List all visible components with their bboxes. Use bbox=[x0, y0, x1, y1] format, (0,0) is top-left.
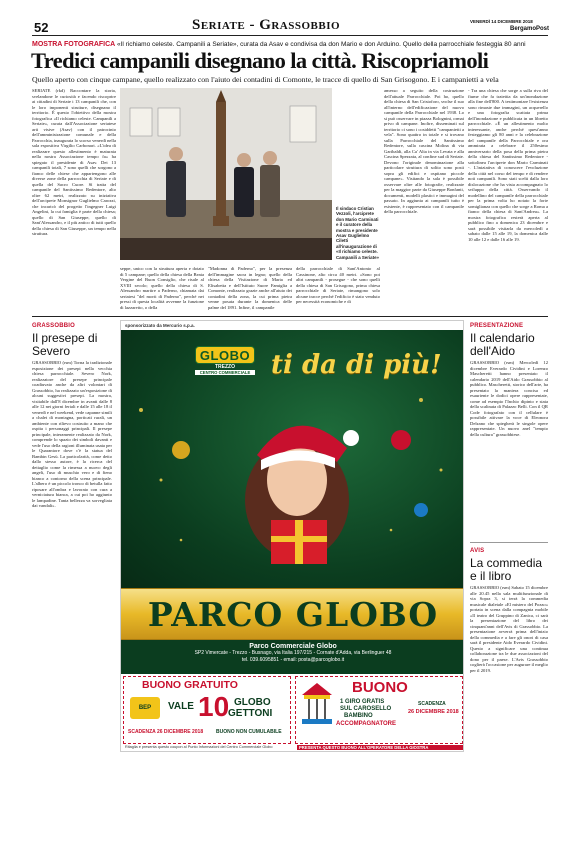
ad-logo-bar: CENTRO COMMERCIALE bbox=[195, 370, 255, 375]
coupon-footer-2: PRESENTA QUESTO BUONO ALL'OPERATORE DELLA GIOSTRA bbox=[297, 745, 464, 750]
article-bottom-rule bbox=[32, 316, 548, 317]
coupon2-line3: BAMBINO bbox=[344, 713, 373, 719]
page-number: 52 bbox=[34, 20, 49, 35]
advertisement[interactable] bbox=[120, 320, 464, 752]
coupon2-line1: 1 GIRO GRATIS bbox=[340, 699, 385, 705]
coupon2-scad-date: 26 DICEMBRE 2018 bbox=[408, 709, 459, 715]
photo-scene bbox=[120, 88, 332, 260]
carousel-icon bbox=[300, 681, 334, 725]
right-box2-body: GRASSOBBIO (rsm) Sabato 15 dicembre alle 20.45 nella sala multifunzionale di via Sopra 3, si terrà la commedia musicale dialetale «El mistero del Pozzo» portata in scena dalla compagnia mobile «Il teatro del Gruppino di Zanica, ci sarà la presentazione del libro dei cinquant'anni dell'Avis di Grassobbio. La presentazione avverrà prima dell'inizio della commedia e a fare gli onori di casa sarà il presidente Aido Everardo Cividini. Questo a significare una continua collaborazione tra le due associazioni del dono per il paese. L'Avis Grassobbio coglierà l'occasione per augurare il meglio per il 2019. bbox=[470, 585, 548, 673]
coupon1-note: BUONO NON CUMULABILE bbox=[216, 729, 282, 735]
date: VENERDÌ 14 DICEMBRE 2018 bbox=[470, 19, 533, 24]
coupon-gettoni[interactable] bbox=[123, 676, 291, 744]
ad-slogan: ti da di più! bbox=[271, 350, 442, 380]
ad-brand-banner bbox=[121, 588, 464, 640]
right-box1-section: PRESENTAZIONE bbox=[470, 323, 524, 329]
ad-address: SP2 Vimercate - Trezzo - Busnago, via Italia 197/215 - Cornate d'Adda, via Berlinguer 48 bbox=[194, 650, 392, 656]
kicker: MOSTRA FOTOGRAFICA bbox=[32, 41, 116, 48]
article-title: Tredici campanili disegnano la città. Riscopriamoli bbox=[31, 48, 489, 73]
ad-logo-sub: TREZZO bbox=[215, 364, 235, 370]
ad-brand: PARCO GLOBO bbox=[147, 595, 439, 634]
article-col-4: della parrocchiale di Sant'Antonio al Cassinone, alto circa 40 metri. «Sono poi altri campanili - prosegue - che sono quelli della chiesa di San Grisogono, prima chiesa parrocchiale di Seriate, rimangono solo alcune tracce perché l'edificio è stato venduto per necessità economiche e di bbox=[296, 266, 380, 304]
right-box2-title: La commedia e il libro bbox=[470, 556, 543, 583]
article-col-1: SERIATE (rkd) Raccontare la storia, svelandone le curiosità e facendo riscoprire ai cittadini di Seriate i 13 campanili che, con le loro imponenti strutture, disegnano il territorio. È questo l'obiettivo della mostra fotografica «Il richiamo celeste. Campanili a Seriate», curata dall'Associazione seriatese arti visive (Asav) con il patrocinio dell'amministrazione comunale e della Parrocchia, inaugurata lo scorso venerdì nella sala espositiva Virgilio Carbonari. «L'idea di realizzare questo allestimento è maturata nella nostra Associazione tempo fa» ha spiegato il presidente di Asav. Dei 13 campanili totali, 7 sono quelli che sorgono a fianco delle chiese che appartengono alle diverse zone della parrocchia di Seriate e di quella del Sacro Cuore. Sì tratta del campanile del Santissimo Redentore, alto oltre 62 metri, realizzato su iniziativa dell'arciprete Monsignor Guglielmo Carozzi, che incaricò del progetto l'ingegner Luigi Angelini, la cui famiglia è parte della chiesa; quello di San Giuseppe, quello di Sant'Alessandro, e il più antico di tutti quello della chiesa di San Giuseppe, un tempo nella struttura. bbox=[32, 88, 116, 236]
photo-caption: Il sindaco Cristian Vezzoli, l'arciprete don Mario Carminati e il curatore della mostra e presidente Asav Guglielmo Ciletti all'inaugurazione di «Il richiamo celeste. Campanili a Seriate» bbox=[336, 206, 379, 260]
article-col-6: - Tra una chiesa che sorge a sulla riva del fiume che fa traiettia da un'inondazione alla fine dell'800. A testimoniare l'esistenza sono rimaste due immagini, un acquerello e una fotografia scattata prima dell'inondazione e pubblicata in un libretto parrocchiale. «È un allestimento molto interessante, anche perché quest'anno festeggiamo gli 80 anni e la celebrazione del campanile della Parrocchiale e ora ammirata a celebrare il 250esimo anniversario della posa della prima pietra della chiesa del Santissimo Redentore - sottolinea l'arciprete don Mario Carminati -. L'iniziativa di conoscere l'evoluzione della città nel corso del tempo e di rendere noti campanili. Sono stati scelti dalla loro dislocazione che ha vista accompagnato lo sviluppo della città. Osservando il modellino del campanile della parrocchiale per la prima volta ho notato la forte somiglianza con quello che sorge a Roma a fianco della chiesa di Sant'Andrea». La mostra fotografica resterà aperta al pubblico fino a domenica 23 dicembre e sarà possibile visitarla da mercoledì a sabato dalle 15 alle 19, la domenica dalle 10 alle 12 e dalle 16 alle 19. bbox=[468, 88, 548, 242]
ad-contacts: tel. 039.6095851 - email: posta@parcoglobo.it bbox=[241, 657, 345, 663]
coupon1-vale: VALE bbox=[168, 701, 194, 712]
brand-logo: BergamoPost bbox=[510, 26, 550, 32]
coupon1-number: 10 bbox=[198, 691, 230, 722]
coupon-carosello[interactable] bbox=[295, 676, 463, 744]
coupon1-brand: BEP bbox=[130, 697, 160, 719]
coupon2-line2: SUL CAROSELLO bbox=[340, 706, 392, 712]
coupon1-gettoni: GETTONI bbox=[228, 708, 273, 719]
dek: «Il richiamo celeste. Campanili a Seriate», curata da Asav e condivisa da don Mario e don Arduino. Quello della parrocchiale festeggia 80 anni bbox=[116, 41, 526, 48]
left-box-title: Il presepe di Severo bbox=[32, 331, 98, 358]
ad-sponsor: sponsorizzato da Mercurio s.p.a. bbox=[125, 323, 195, 328]
article-col-2: seppe, unico con la struttura aperta e dotato di 5 campane; quello della chiesa della Beata Vergine del Buon Consiglio, che risale al XVIII secolo; quello della chiesa di S. Alessandro martire a Paderno, chiamata dai seriatesi "del morti di Paderno", perché nei pressi di questa località avvenne la funzione di lazzaretto, o della bbox=[120, 266, 204, 310]
ad-logo-text: GLOBO bbox=[199, 348, 251, 363]
left-box-section: GRASSOBBIO bbox=[32, 323, 76, 329]
coupon2-scad-label: SCADENZA bbox=[418, 701, 446, 707]
ad-decoration bbox=[121, 330, 464, 588]
kicker-line bbox=[32, 40, 548, 48]
article-col-3: "Madonna di Paderno", per la presenza dell'immagine sacra in legno; quello della chiesa della Visitazione di Maria ed Elisabetta e dell'Istituto Suore Famiglia a Comonte, realizzato grazie anche all'aiuto dei contadini della zona, la cui prima pietra venne posata durante la domenica delle palme del 1891. Infine, il campanile bbox=[208, 266, 292, 310]
section-title: Seriate - Grassobbio bbox=[192, 17, 341, 33]
event-photo bbox=[120, 88, 332, 260]
article-col-5: amesso a seguito della costruzione dell'attuale Parrocchiale. Poi ho, quello della chiesa di San Cristoforo, svolse il suo all'interno dell'edificazione del nuovo campanile della Parrocchiale nel 1938. Lo si può osservare in piazza Bolognini, ormai privo di campane. Inoltre, disseminati sul territorio ci sono i cosiddetti "campanietti a vela". Sono quattro in totale e si trovano sulla Parrocchiale del Santissimo Redentore, sulla cascina Molina di via Garibaldi, alla Ca' Alta in via Levata e alla Cascina Spezzata, al confine sud di Seriate. Devono l'originale denominazione alla particolare struttura di solito sono posti sopra gli edifici e ospitano piccole campane». Visitando la sala è possibile osservare oltre alle fotografie, realizzate per la maggior parte da Giuseppe Bonfanti, documenti, modelli plastici e immagini del passato. In aggiunta ai campanili tutto è esistente, è rappresentato con il campanile della parrocchiale. bbox=[384, 88, 464, 214]
right-box1-body: GRASSOBBIO (rsm) Mercoledì 12 dicembre Everardo Cividini e Lorenzo Mascheretti hanno presentato il calendario 2019 dell'Aido Grassobbio al pubblico. Mascheretti, storico dell'arte, ha presentato la maniera concisa ed esauriente le dodici opere rappresentate, come ad esempio l'Inchio dipinto e stata della scalinata di Palazzo Belli. Con il QR Code fotografato con il cellulare è possibile attivare la voce di Eleonora Delzano che spiegherà le singole opere rappresentate. Un nuovo anel "tempio della cultura" grassobbiese. bbox=[470, 360, 548, 437]
ad-center-name: Parco Commerciale Globo bbox=[249, 643, 337, 650]
coupon2-line4: ACCOMPAGNATORE bbox=[336, 721, 396, 727]
coupon1-scadenza: SCADENZA 26 DICEMBRE 2018 bbox=[128, 729, 204, 735]
left-box-body: GRASSOBBIO (rsm) Torna la tradizionale esposizione dei presepi nella vecchia chiesa parrocchiale. Severo Nork, realizzatore del presepe principale coadiuvato anche da altri volontari di Grassobbio, ha realizzato un'esposizione di alcuni suggestivi presepi. La mostra, visitabile dall'8 dicembre in avanti dalle 8 alle 12 nei giorni feriali e dalle 15 alle 18 il venerdì e nel weekend, vede capanne simili a chalet di montagna, porticati rurali, un ambiente con rilievo costruito a mano che ospita i personaggi principali. Il presepe principale, interamente realizzato da Nork, comprende lo spazio dei simboli davanti e vede l'uso della ragioni illuminata usata per le Quarantore dove c'è la statua del Bambin Gesù. La particolarità, come detto dallo stesso autore, è la ricerca del dettaglio come la rimessa a nuovo degli angeli, l'uso di muschio vero e di fieno bianco a contorno della scena principale. L'albero è un piccolo tronco di betulla fatto riposare all'ombra e lavorato con cura a verniciatura bianca, a cui poi ho aggiunto le lampadine. Tanta bellezza va sorvegliata dai vandali». bbox=[32, 360, 112, 508]
right-box2-section: AVIS bbox=[470, 548, 485, 554]
coupon-footer-1: Ritaglia e presenta questo coupon al Punto Informazioni del Centro Commerciale Globo bbox=[125, 745, 273, 749]
ad-address-band bbox=[121, 640, 464, 674]
right-box-divider bbox=[470, 542, 548, 543]
right-box1-title: Il calendario dell'Aido bbox=[470, 331, 535, 358]
coupon1-title: BUONO GRATUITO bbox=[142, 679, 238, 691]
coupon1-globo: GLOBO bbox=[234, 697, 271, 708]
coupon2-title: BUONO bbox=[352, 679, 408, 696]
header-rule bbox=[32, 35, 548, 36]
ad-hero bbox=[121, 330, 464, 588]
article-subtitle: Quello aperto con cinque campane, quello realizzato con l'aiuto dei contadini di Comonte, le tracce di quello di San Grisogono. E i campanietti a vela bbox=[32, 75, 499, 84]
